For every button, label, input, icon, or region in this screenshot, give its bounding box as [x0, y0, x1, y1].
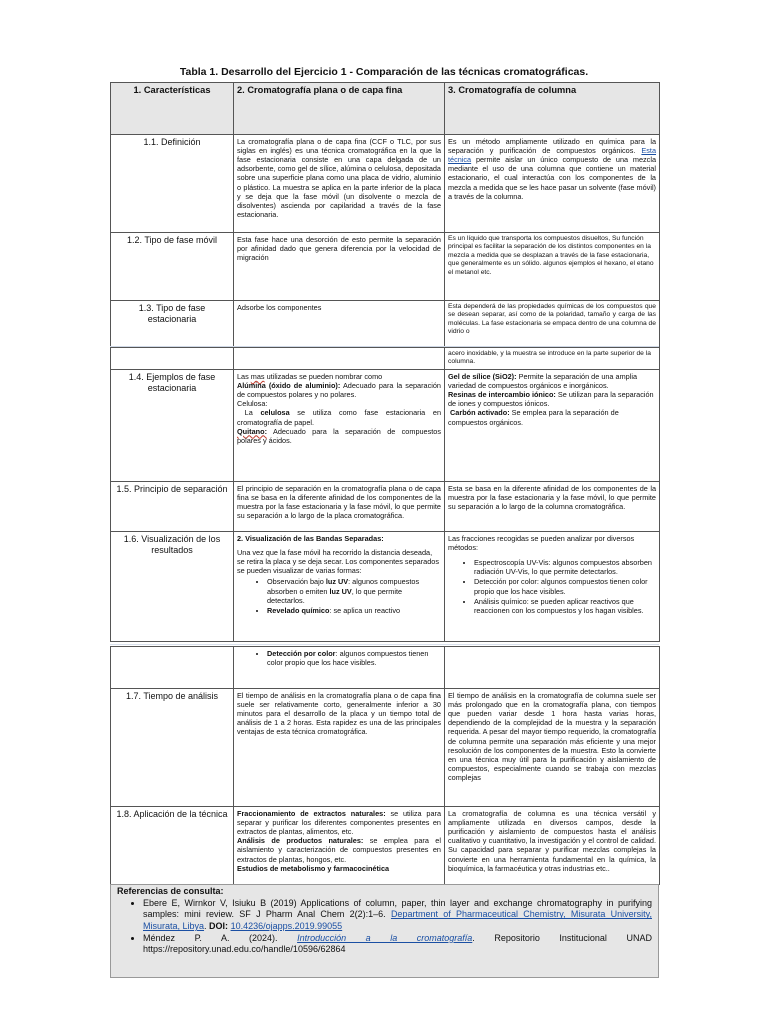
cell-bold: Detección por color	[267, 649, 336, 658]
cell-bold: Quitano:	[237, 426, 267, 436]
row-principio	[111, 482, 660, 532]
reference-title-link[interactable]: Introducción a la cromatografía	[297, 932, 473, 943]
cell-bold: Carbón activado:	[450, 408, 510, 418]
cell-empty	[111, 647, 234, 689]
header-caracteristicas: 1. Características	[111, 83, 234, 135]
cell-text: Celulosa:	[237, 399, 268, 409]
cell-plana: El tiempo de análisis en la cromatografía plana o de capa fina suele ser relativamente corto, generalmente inferior a 30 minutos para el desarrollo de la placa y un tiempo total de análisis de 1 a 2 horas. Esta rapidez es una de las principales ventajas de esta técnica cromatográfica.	[234, 689, 445, 807]
row-label: 1.8. Aplicación de la técnica	[111, 807, 234, 885]
reference-item: • Ebere E, Wirnkor V, Isiuku B (2019) Applications of column, paper, thin layer and exchange chromatography in purifying samples: mini review. SF J Pharm Anal Chem 2(2):1–6. Department of Pharmaceutical Chemistry, Misurata University, Misurata, Libya. DOI: 10.4236/ojapps.2019.99055	[143, 898, 652, 933]
cell-text: mas	[250, 372, 265, 381]
row-label: 1.7. Tiempo de análisis	[111, 689, 234, 807]
cell-bold: Fraccionamiento de extractos naturales:	[237, 809, 386, 818]
cell-text: utilizadas se pueden nombrar como	[266, 372, 383, 381]
cell-plana	[234, 647, 445, 689]
cell-plana: La cromatografía plana o de capa fina (CCF o TLC, por sus siglas en inglés) es una técnica cromatográfica en la que la fase estacionaria consiste en una capa delgada de un adsorbente, como gel de sílice, alúmina o celulosa, depositada sobre una superficie plana como una placa de vidrio, aluminio o plástico. La muestra se aplica en la parte inferior de la placa y se deja que la fase móvil (un disolvente o mezcla de disolventes) ascienda por capilaridad a través de la fase estacionaria.	[234, 135, 445, 233]
cell-plana	[234, 370, 445, 482]
doi-link[interactable]: 10.4236/ojapps.2019.99055	[230, 921, 343, 932]
cell-columna: acero inoxidable, y la muestra se introduce en la parte superior de la columna.	[445, 348, 660, 370]
cell-bold: 2. Visualización de las Bandas Separadas:	[237, 534, 384, 543]
cell-bold: Gel de sílice (SiO2):	[448, 372, 517, 381]
references-box	[110, 884, 659, 978]
cell-columna	[445, 135, 660, 233]
cell-text: : algunos compuestos absorben o emiten	[267, 577, 420, 596]
row-fase-movil	[111, 233, 660, 301]
cell-columna	[445, 532, 660, 642]
cell-text: permite aislar un único compuesto de una mezcla mediante el uso de una columna que contiene un material estacionario, el cual interactúa con los componentes de la mezcla a medida que se les hace pasar un solvente (fase móvil) a través de la columna.	[448, 155, 656, 201]
reference-affiliation-link[interactable]: Department of Pharmaceutical Chemistry, Misurata University, Misurata, Libya	[143, 909, 652, 932]
list-item	[267, 649, 441, 667]
references-heading: Referencias de consulta:	[117, 886, 224, 896]
row-label: 1.6. Visualización de los resultados	[111, 532, 234, 642]
cell-text: se utiliza como fase estacionaria en cromatografía de papel.	[237, 408, 441, 427]
cell-text: Una vez que la fase móvil ha recorrido la distancia deseada, se retira la placa y se deja secar. Los componentes separados se pueden visualizar de varias formas:	[237, 548, 439, 576]
table-title: Tabla 1. Desarrollo del Ejercicio 1 - Comparación de las técnicas cromatográficas.	[179, 66, 589, 78]
row-label: 1.5. Principio de separación	[111, 482, 234, 532]
row-aplicacion	[111, 807, 660, 885]
cell-bold: Alúmina (óxido de aluminio):	[237, 381, 341, 391]
row-tiempo	[111, 689, 660, 807]
cell-text: Permite la separación de una amplia variedad de compuestos orgánicos e inorgánicos.	[448, 372, 638, 391]
cell-text: se emplea para el aislamiento y caracterización de compuestos presentes en extractos de plantas, hongos, etc.	[237, 836, 441, 864]
cell-empty	[445, 647, 660, 689]
row-visualizacion-cont	[111, 647, 660, 689]
tecnica-link[interactable]: Esta técnica	[448, 146, 657, 165]
cell-plana	[234, 532, 445, 642]
cell-columna: Es un líquido que transporta los compuestos disueltos, Su función principal es facilitar la separación de los distintos componentes en la mezcla a medida que se desplazan a través de la fase estacionaria, que generalmente es un sólido. algunos ejemplos el hexano, el etano el metanol etc.	[445, 233, 660, 301]
cell-text: La	[244, 408, 253, 418]
row-label: 1.4. Ejemplos de fase estacionaria	[111, 370, 234, 482]
cell-bold: luz UV	[329, 586, 352, 596]
reference-text: Méndez P. A. (2024).	[143, 932, 278, 943]
row-fase-estacionaria-cont	[111, 348, 660, 370]
cell-text: se utiliza para separar y purificar los diferentes componentes presentes en extractos de plantas, alimentos, etc.	[237, 809, 442, 837]
table-header-row	[111, 83, 660, 135]
cell-plana: Esta fase hace una desorción de esto permite la separación por afinidad dado que genera diferencia por la velocidad de migración	[234, 233, 445, 301]
reference-text: Ebere E, Wirnkor V, Isiuku B (2019) Applications of column, paper, thin layer and exchange chromatography in purifying samples: mini review. SF J Pharm Anal Chem 2(2):1–6.	[143, 897, 652, 920]
cell-text: Adecuado para la separación de compuestos polares y ácidos.	[237, 426, 441, 445]
cell-bold: luz UV	[325, 577, 349, 587]
cell-bold: Estudios de metabolismo y farmacocinética	[237, 863, 390, 873]
list-item	[267, 577, 441, 604]
header-cromatografia-columna: 3. Cromatografía de columna	[445, 83, 660, 135]
cell-bold: celulosa	[260, 408, 290, 418]
cell-bold: Resinas de intercambio iónico:	[448, 390, 556, 400]
cell-text: Observación bajo	[267, 577, 324, 587]
cell-text: : se aplica un reactivo	[329, 605, 401, 615]
row-ejemplos	[111, 370, 660, 482]
cell-columna	[445, 370, 660, 482]
cell-text: Se emplea para la separación de compuestos orgánicos.	[448, 408, 619, 427]
list-item	[267, 606, 441, 615]
reference-text: . Repositorio Institucional UNAD https://repository.unad.edu.co/handle/10596/62864	[143, 932, 652, 955]
cell-text: , lo que permite detectarlos.	[267, 586, 403, 605]
cell-text: Las	[237, 372, 249, 381]
cell-text: Se utilizan para la separación de iones y compuestos iónicos.	[448, 390, 654, 409]
row-fase-estacionaria	[111, 301, 660, 347]
reference-item	[143, 933, 652, 956]
comparison-table-part-2	[110, 347, 660, 642]
list-item: • Espectroscopía UV-Vis: algunos compuestos absorben radiación UV-Vis, lo que permite detectarlos.	[474, 558, 656, 576]
cell-empty	[234, 348, 445, 370]
cell-plana: El principio de separación en la cromatografía plana o de capa fina se basa en la diferente afinidad de los componentes de la muestra por la fase estacionaria y la fase móvil, lo que permite su separación a lo largo de la placa cromatográfica.	[234, 482, 445, 532]
cell-text: Adecuado para la separación de compuestos polares y no polares.	[237, 381, 441, 400]
cell-text: Las fracciones recogidas se pueden analizar por diversos métodos:	[448, 534, 635, 553]
cell-empty	[111, 348, 234, 370]
row-label: 1.2. Tipo de fase móvil	[111, 233, 234, 301]
cell-columna: Esta dependerá de las propiedades químicas de los compuestos que se desean separar, así como de la polaridad, tamaño y carga de las moléculas. La fase estacionaria se empaca dentro de una columna de vidrio o	[445, 301, 660, 347]
cell-columna: La cromatografía de columna es una técnica versátil y ampliamente utilizada en diversos campos, desde la purificación y aislamiento de compuestos hasta el análisis cualitativo y cuantitativo, la investigación y el control de calidad. Su capacidad para separar y purificar mezclas complejas la convierte en una herramienta fundamental en la química, la bioquímica, la farmacéutica y otras industrias etc..	[445, 807, 660, 885]
list-item: • Detección por color: algunos compuestos tienen color propio que los hace visibles.	[474, 577, 656, 595]
row-definicion	[111, 135, 660, 233]
cell-text: : algunos compuestos tienen color propio que los hace visibles.	[267, 649, 429, 668]
doi-label: DOI:	[209, 921, 229, 932]
cell-plana	[234, 807, 445, 885]
list-item: • Análisis químico: se pueden aplicar reactivos que reaccionen con los compuestos y los hagan visibles.	[474, 597, 656, 615]
comparison-table-part-1	[110, 82, 660, 347]
cell-bold: Revelado químico	[267, 605, 330, 615]
row-label: 1.3. Tipo de fase estacionaria	[111, 301, 234, 347]
cell-text: Es un método ampliamente utilizado en química para la separación y purificación de compuestos orgánicos.	[448, 137, 656, 156]
cell-columna: Esta se basa en la diferente afinidad de los componentes de la muestra por la fase estacionaria y la fase móvil, lo que permite su separación a lo largo de la columna cromatográfica.	[445, 482, 660, 532]
row-label: 1.1. Definición	[111, 135, 234, 233]
cell-bold: Análisis de productos naturales:	[237, 836, 364, 846]
row-visualizacion	[111, 532, 660, 642]
comparison-table-part-3	[110, 646, 660, 885]
cell-columna: El tiempo de análisis en la cromatografía de columna suele ser más prolongado que en la cromatografía plana, con tiempos que pueden variar desde 1 hora hasta varias horas, dependiendo de la complejidad de la muestra y la separación requerida. A pesar del mayor tiempo requerido, la cromatografía de columna permite una separación más eficiente y una mejor resolución de los componentes de la muestra. Esto la convierte en una técnica muy útil para la purificación y aislamiento de compuestos, especialmente cuando se trabaja con mezclas complejas	[445, 689, 660, 807]
cell-plana: Adsorbe los componentes	[234, 301, 445, 347]
page-break-line	[110, 644, 659, 645]
header-cromatografia-plana: 2. Cromatografía plana o de capa fina	[234, 83, 445, 135]
